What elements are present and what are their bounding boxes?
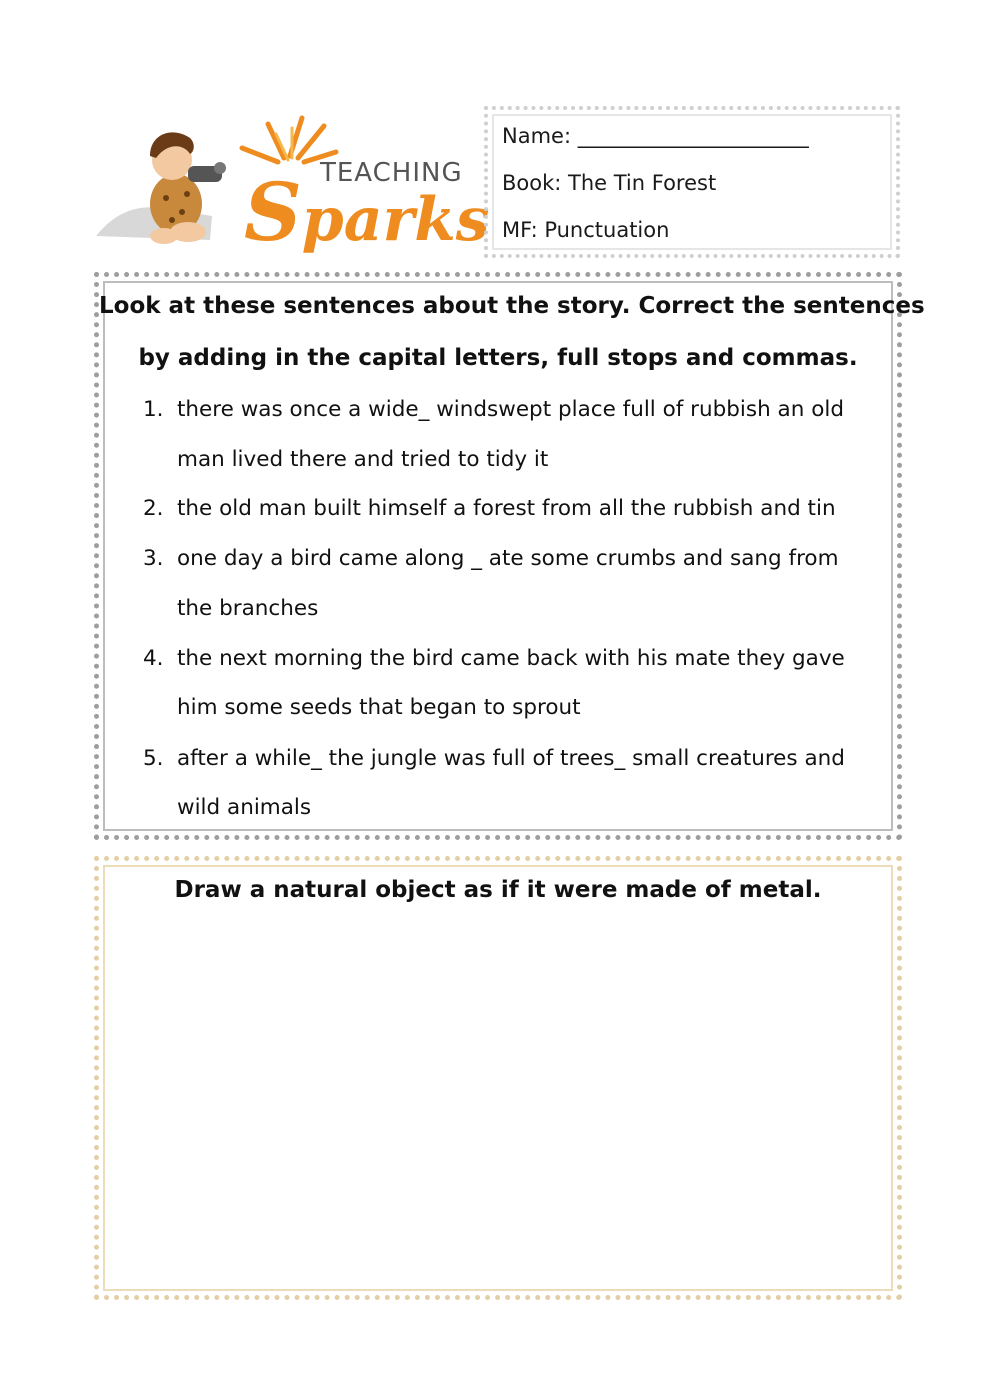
logo-word-sparks: Sparks <box>244 165 490 259</box>
drawing-area[interactable] <box>94 856 902 1300</box>
item-number: 2. <box>143 496 164 521</box>
name-field[interactable]: Name: ______________________ <box>502 124 809 148</box>
book-title: Book: The Tin Forest <box>502 171 717 195</box>
sentence-line: after a while_ the jungle was full of trees_ small creatures and <box>177 746 845 771</box>
task-instructions-line-1: Look at these sentences about the story. Correct the sentences <box>99 293 925 319</box>
sun-rays-icon <box>242 118 336 162</box>
sentence-line: wild animals <box>177 795 312 820</box>
drawing-instructions: Draw a natural object as if it were made of metal. <box>174 877 822 903</box>
item-number: 4. <box>143 646 164 671</box>
item-number: 5. <box>143 746 164 771</box>
sentence-line: the next morning the bird came back with his mate they gave <box>177 646 845 671</box>
sentence-line: the old man built himself a forest from all the rubbish and tin <box>177 496 836 521</box>
teaching-sparks-logo <box>92 108 490 259</box>
sentence-line: there was once a wide_ windswept place full of rubbish an old <box>177 397 844 422</box>
logo-word-teaching: TEACHING <box>320 158 463 188</box>
item-number: 1. <box>143 397 164 422</box>
task-instructions-line-2: by adding in the capital letters, full stops and commas. <box>138 345 858 371</box>
punctuation-task-box <box>94 272 925 840</box>
sentence-line: one day a bird came along _ ate some crumbs and sang from <box>177 546 839 571</box>
sentence-line: him some seeds that began to sprout <box>177 695 581 720</box>
focus-label: MF: Punctuation <box>502 218 670 242</box>
sentence-line: the branches <box>177 596 319 621</box>
item-number: 3. <box>143 546 164 571</box>
sentence-line: man lived there and tried to tidy it <box>177 447 549 472</box>
student-info-box <box>484 106 900 258</box>
